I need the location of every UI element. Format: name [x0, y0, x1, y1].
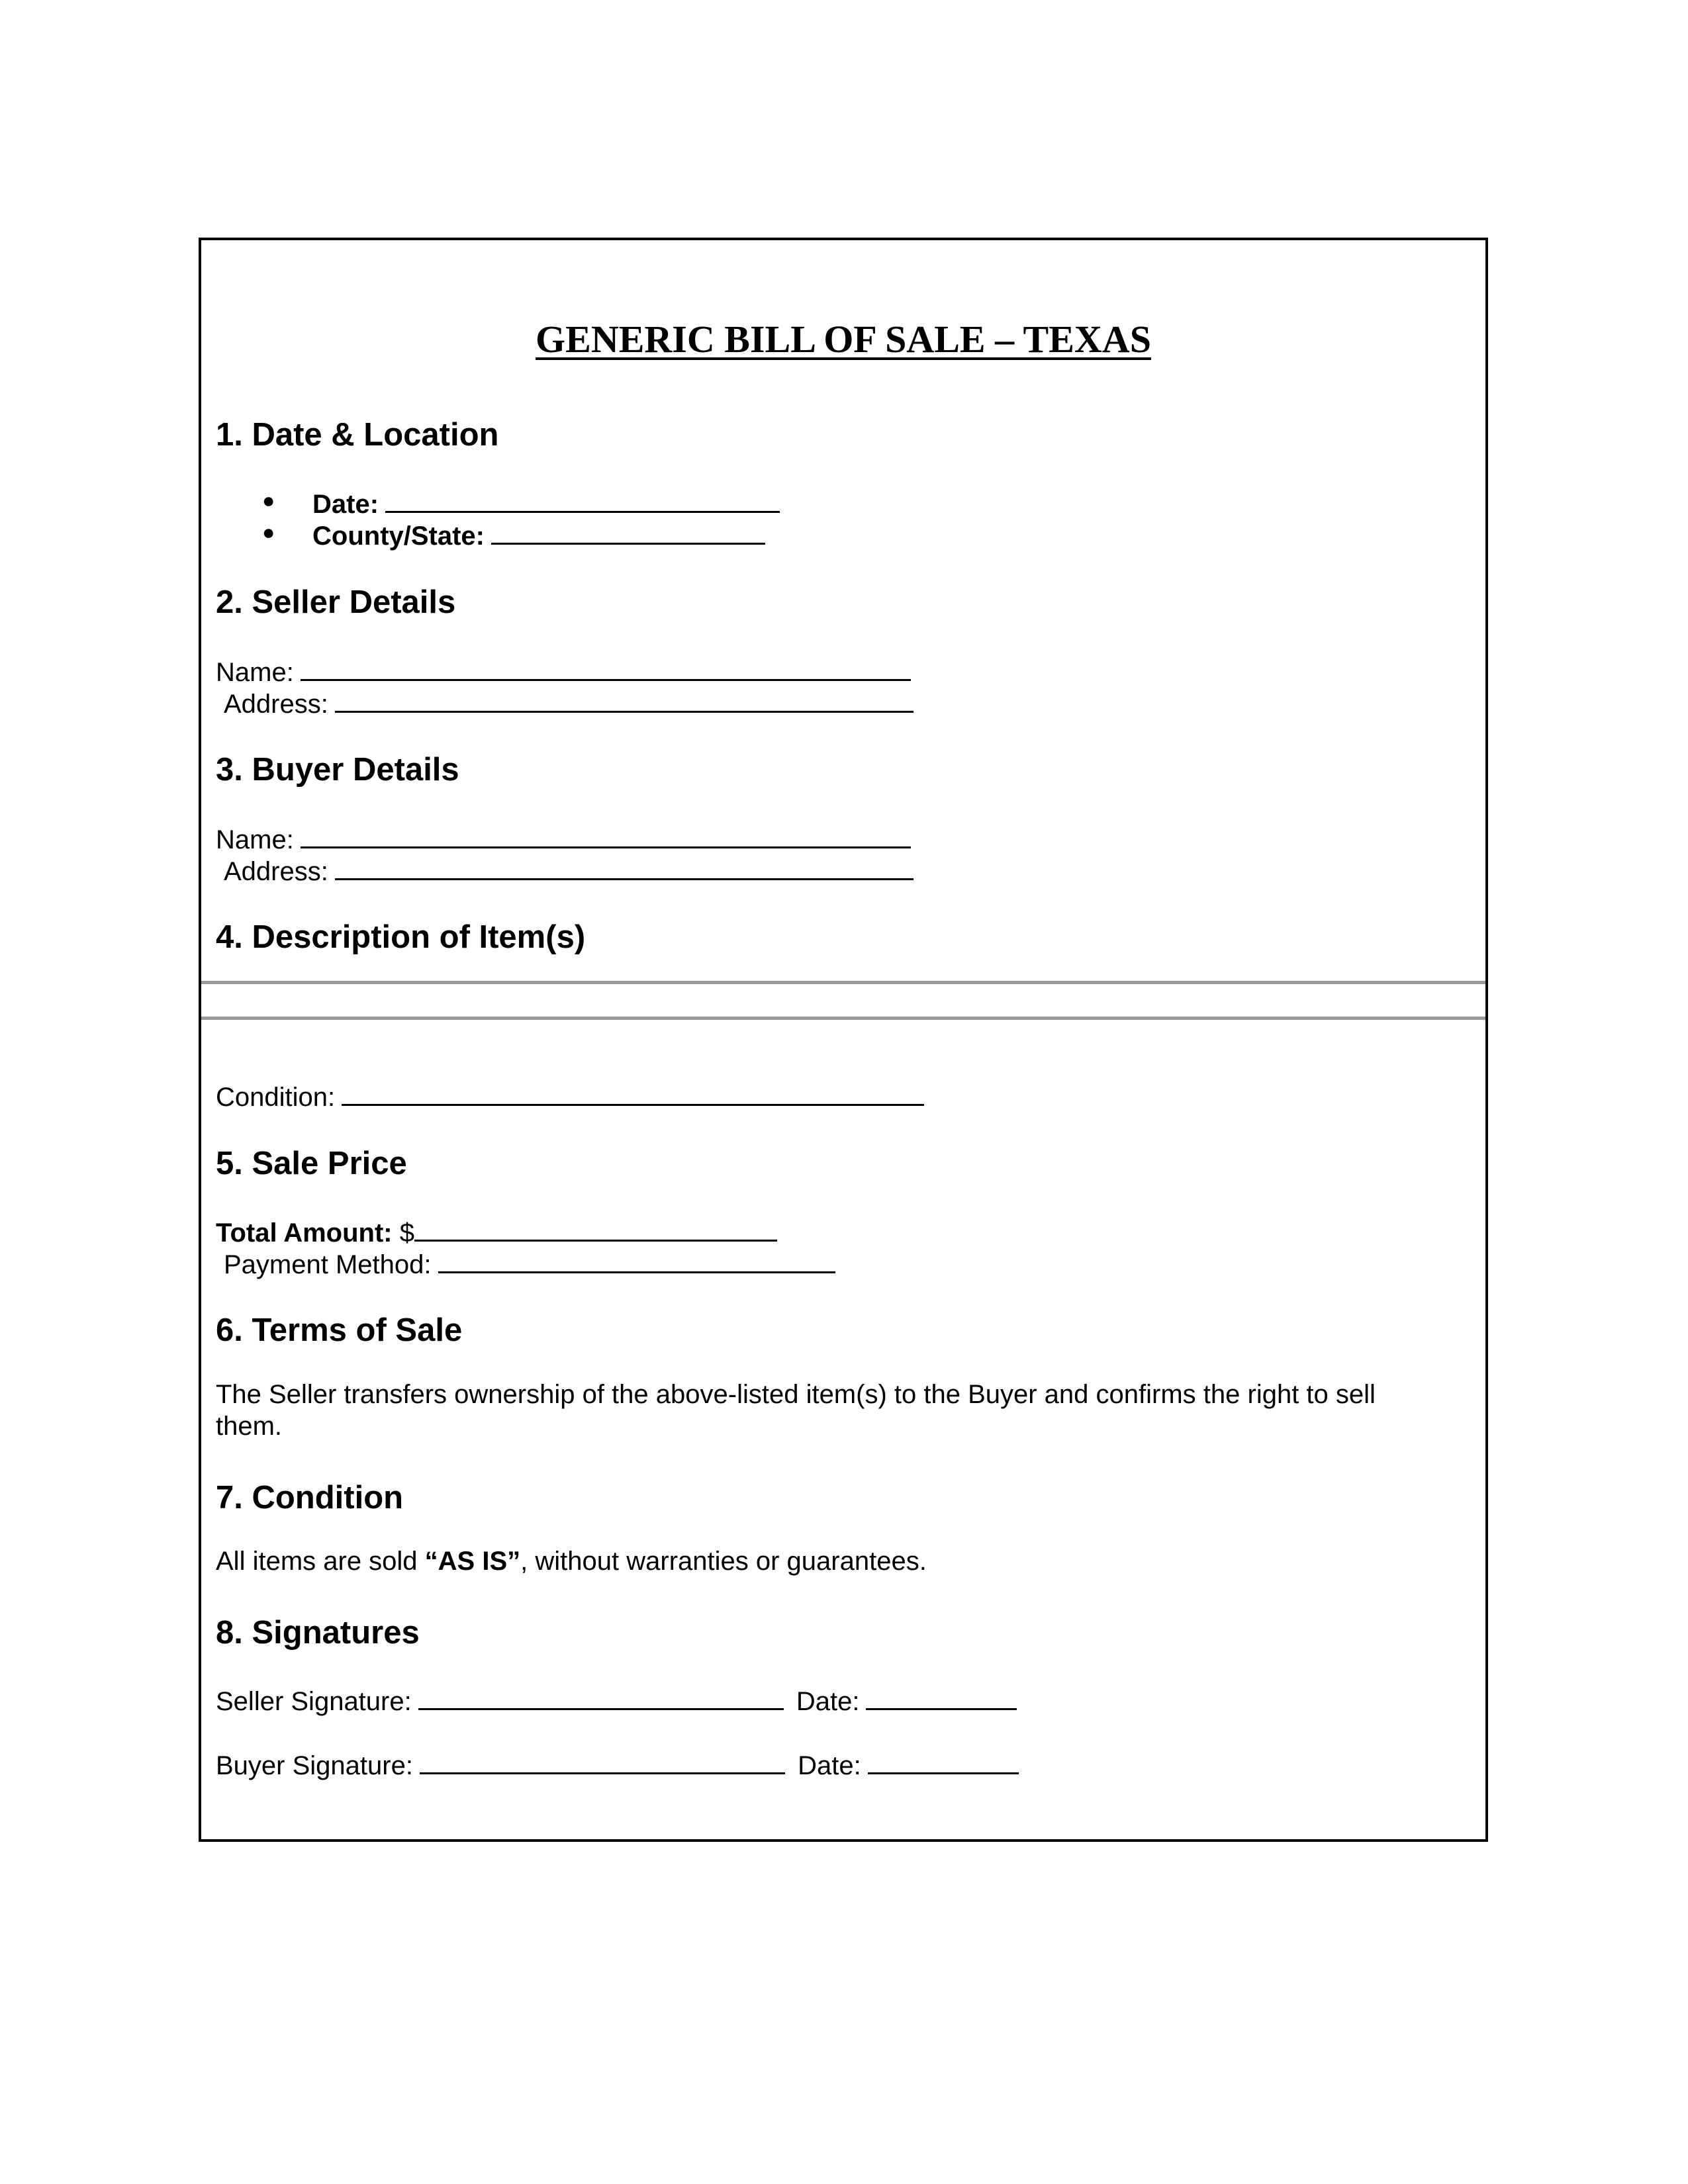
as-is-text: “AS IS” — [424, 1547, 521, 1576]
section-8-heading: 8. Signatures — [216, 1615, 420, 1651]
seller-signature-input-line[interactable] — [418, 1682, 784, 1710]
seller-date-input-line[interactable] — [866, 1682, 1017, 1710]
total-amount-input-line[interactable] — [414, 1213, 777, 1242]
buyer-address-input-line[interactable] — [335, 852, 914, 880]
seller-signature-label: Seller Signature: — [216, 1687, 412, 1716]
terms-of-sale-text: The Seller transfers ownership of the above-listed item(s) to the Buyer and confirms the right to sell them. — [216, 1380, 1376, 1441]
document-title: GENERIC BILL OF SALE – TEXAS — [536, 318, 1151, 361]
seller-date-label: Date: — [796, 1687, 860, 1716]
buyer-signature-row — [216, 1746, 1019, 1781]
buyer-name-row — [216, 820, 911, 855]
buyer-name-input-line[interactable] — [301, 820, 911, 848]
bullet-icon: ● — [262, 520, 275, 544]
condition-label: Condition: — [216, 1083, 336, 1112]
county-state-input-line[interactable] — [491, 516, 765, 545]
bullet-icon: ● — [262, 488, 275, 512]
section-3-heading: 3. Buyer Details — [216, 752, 459, 788]
buyer-date-input-line[interactable] — [868, 1746, 1019, 1774]
buyer-address-label: Address: — [224, 857, 328, 886]
buyer-name-label: Name: — [216, 825, 294, 854]
condition-row — [216, 1077, 924, 1113]
seller-address-row — [224, 684, 914, 719]
condition-text-end: , without warranties or guarantees. — [520, 1547, 927, 1576]
seller-name-input-line[interactable] — [301, 653, 911, 681]
section-6-heading: 6. Terms of Sale — [216, 1312, 463, 1348]
seller-name-row — [216, 653, 911, 688]
payment-method-label: Payment Method: — [224, 1250, 432, 1279]
payment-method-input-line[interactable] — [438, 1245, 835, 1273]
payment-method-row — [224, 1245, 835, 1280]
county-field-row — [312, 516, 765, 551]
section-4-heading: 4. Description of Item(s) — [216, 919, 586, 955]
section-7-heading: 7. Condition — [216, 1480, 404, 1516]
date-field-row — [312, 484, 780, 520]
buyer-signature-input-line[interactable] — [420, 1746, 785, 1774]
buyer-date-label: Date: — [798, 1751, 861, 1780]
seller-address-label: Address: — [224, 690, 328, 719]
currency-symbol: $ — [399, 1218, 414, 1248]
section-1-heading: 1. Date & Location — [216, 417, 499, 453]
condition-statement — [216, 1547, 927, 1576]
date-label: Date: — [312, 490, 379, 519]
county-state-label: County/State: — [312, 522, 485, 551]
seller-address-input-line[interactable] — [335, 684, 914, 713]
section-5-heading: 5. Sale Price — [216, 1146, 407, 1181]
buyer-address-row — [224, 852, 914, 887]
description-divider-top — [201, 981, 1485, 984]
total-amount-label: Total Amount: — [216, 1218, 393, 1248]
condition-text-start: All items are sold — [216, 1547, 425, 1576]
description-divider-bottom — [201, 1017, 1485, 1020]
seller-name-label: Name: — [216, 658, 294, 687]
form-border — [199, 238, 1488, 1842]
section-2-heading: 2. Seller Details — [216, 584, 456, 620]
date-input-line[interactable] — [385, 484, 780, 513]
seller-signature-row — [216, 1682, 1017, 1717]
buyer-signature-label: Buyer Signature: — [216, 1751, 413, 1780]
total-amount-row — [216, 1213, 777, 1248]
condition-input-line[interactable] — [342, 1077, 924, 1106]
